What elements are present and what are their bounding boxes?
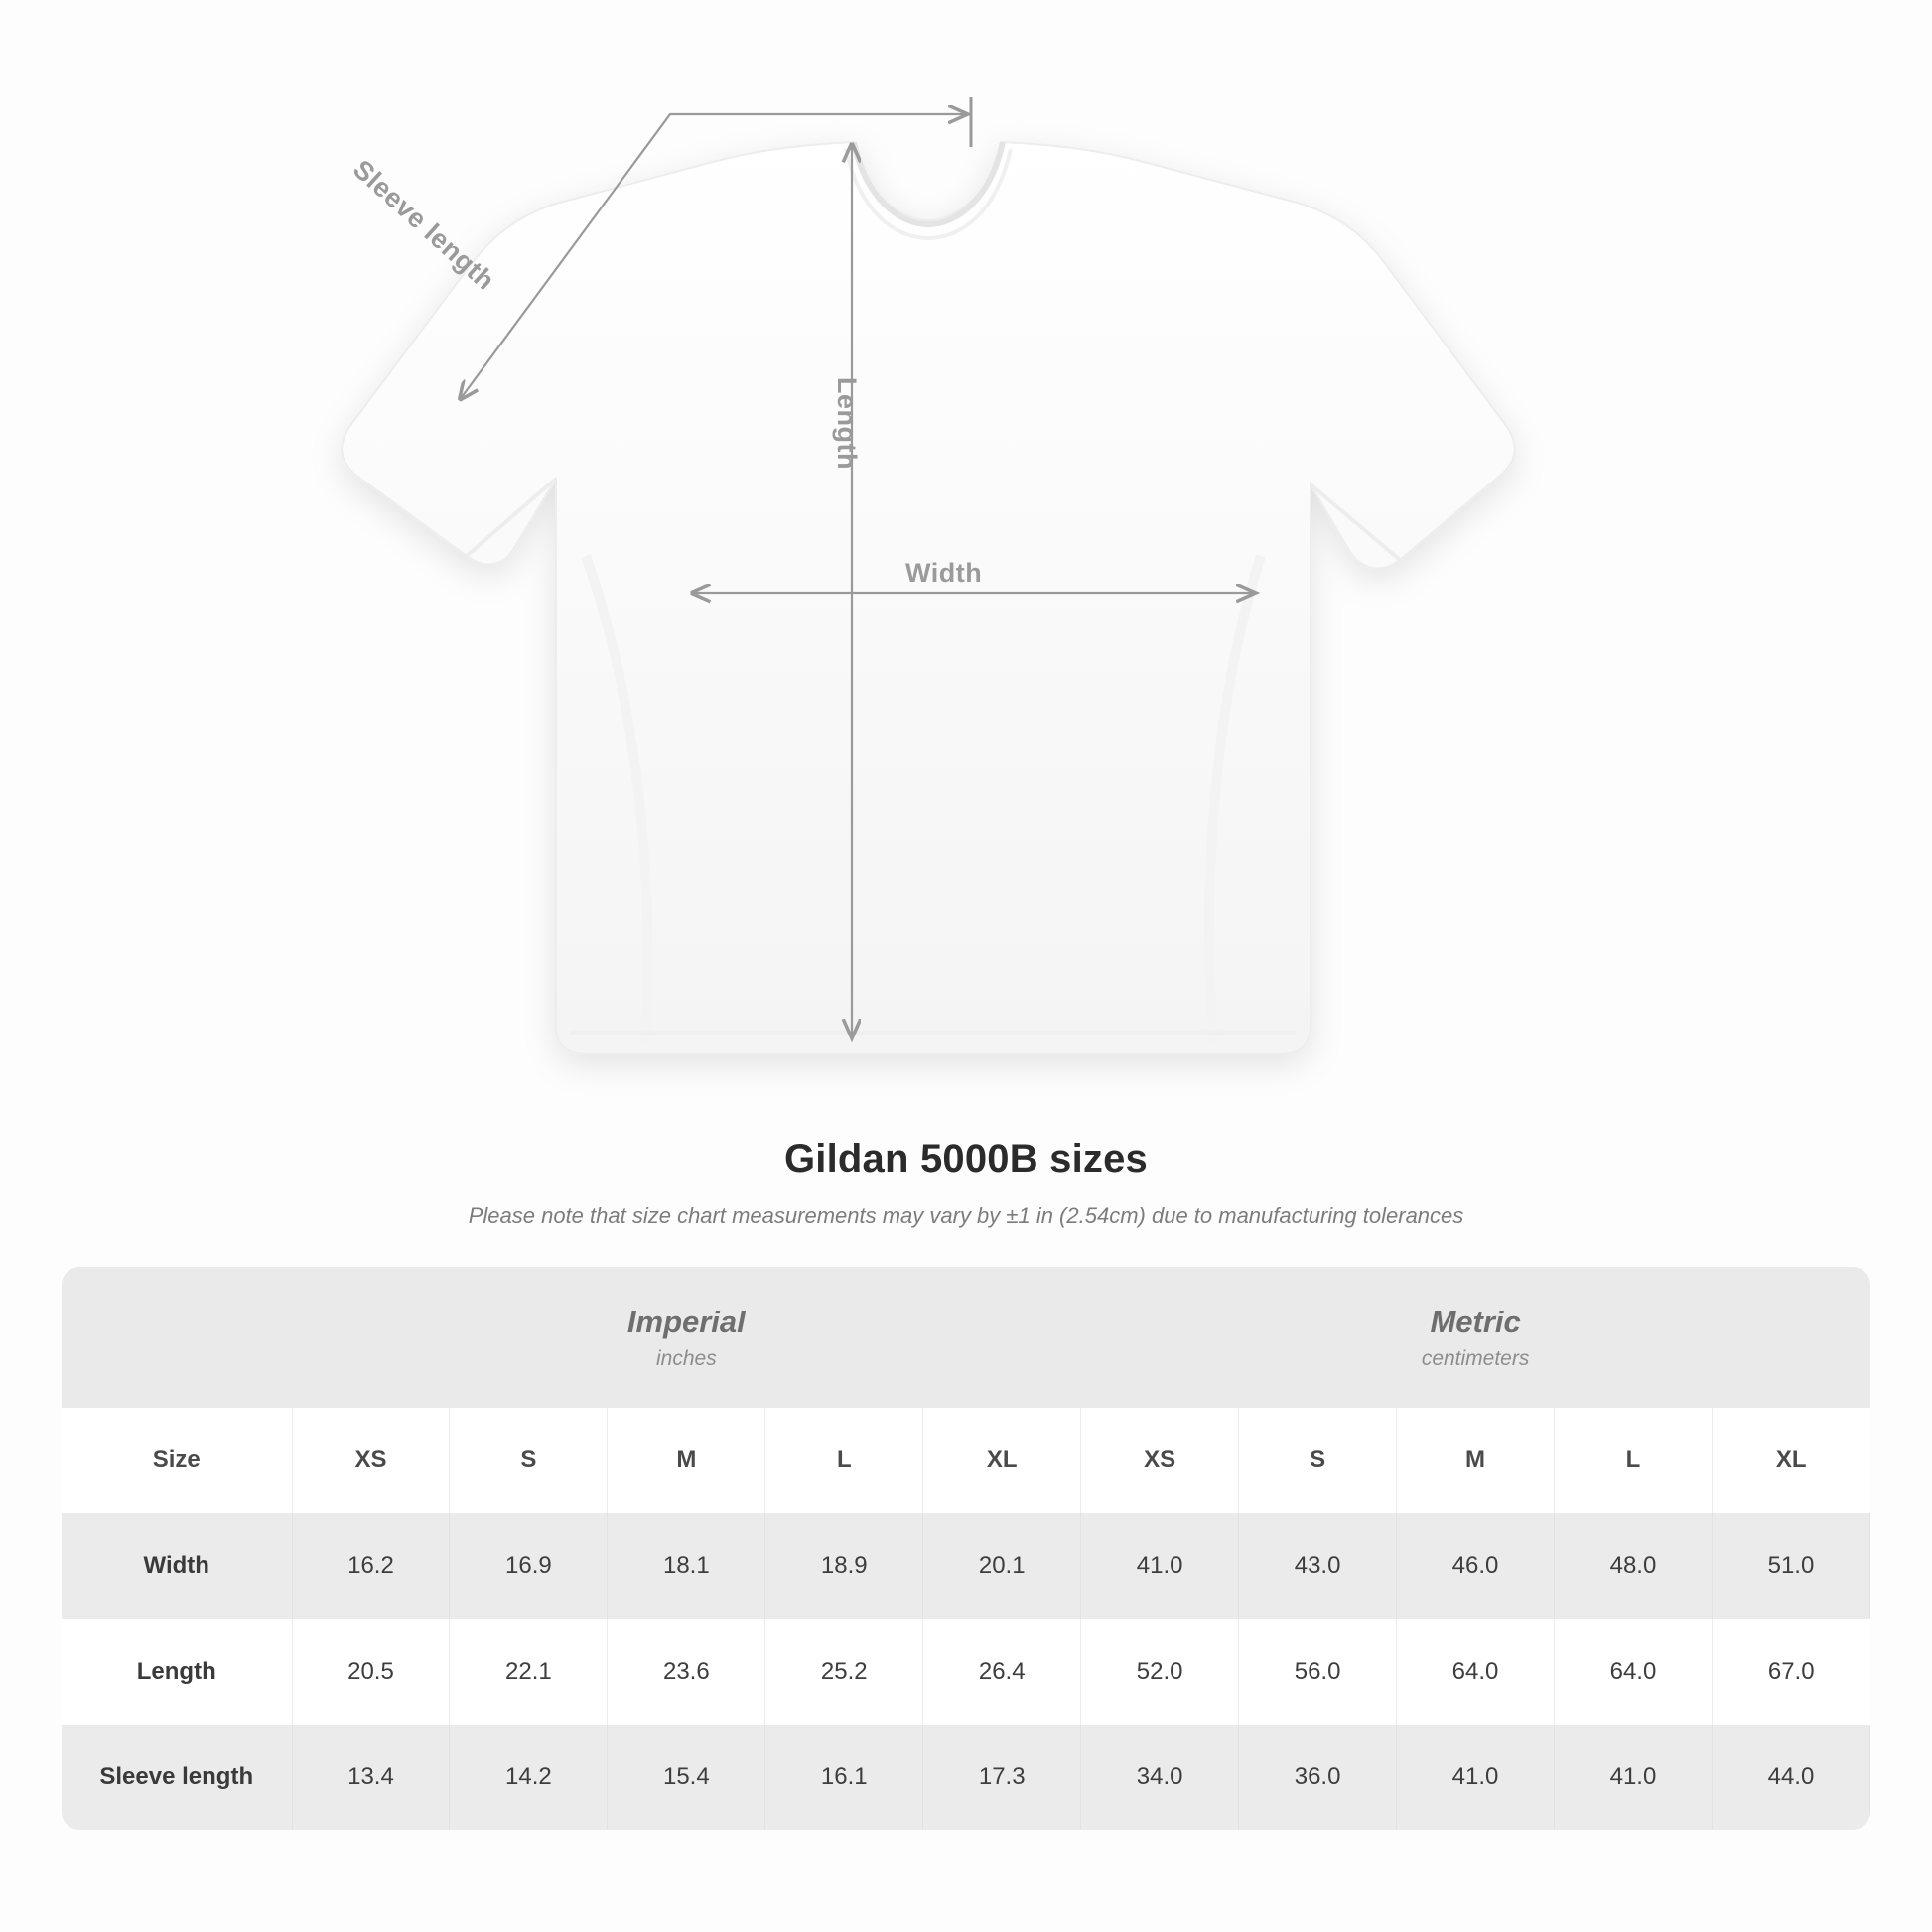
title-block	[0, 1137, 1932, 1229]
cell-width-imperial-xl: 20.1	[923, 1513, 1081, 1619]
cell-length-metric-xs: 52.0	[1081, 1619, 1239, 1725]
cell-length-imperial-m: 23.6	[608, 1619, 765, 1725]
page-title: Gildan 5000B sizes	[783, 1137, 1148, 1180]
table-row	[62, 1619, 1870, 1725]
table-row	[62, 1513, 1870, 1619]
cell-length-metric-xl: 67.0	[1712, 1619, 1869, 1725]
cell-length-imperial-xl: 26.4	[923, 1619, 1081, 1725]
column-header-imperial-m: M	[608, 1408, 765, 1513]
cell-width-metric-xl: 51.0	[1712, 1513, 1869, 1619]
column-header-imperial-l: L	[765, 1408, 923, 1513]
tolerance-note: Please note that size chart measurements may vary by ±1 in (2.54cm) due to manufacturing tolerances	[468, 1203, 1464, 1228]
cell-sleeve-imperial-s: 14.2	[450, 1725, 608, 1830]
cell-sleeve-imperial-xl: 17.3	[923, 1725, 1081, 1830]
cell-width-imperial-xs: 16.2	[292, 1513, 450, 1619]
size-header-row	[62, 1408, 1870, 1513]
column-header-metric-l: L	[1555, 1408, 1713, 1513]
unit-header-blank	[62, 1267, 292, 1408]
row-header-width: Width	[62, 1513, 292, 1619]
column-header-metric-xs: XS	[1081, 1408, 1239, 1513]
cell-sleeve-metric-xl: 44.0	[1712, 1725, 1869, 1830]
cell-sleeve-imperial-xs: 13.4	[292, 1725, 450, 1830]
cell-sleeve-metric-m: 41.0	[1397, 1725, 1555, 1830]
size-table-container	[62, 1267, 1870, 1830]
sleeve-length-label: Sleeve length	[346, 154, 501, 297]
length-label: Length	[832, 377, 862, 470]
unit-group-metric-sub: centimeters	[1421, 1347, 1530, 1371]
unit-group-metric-name: Metric	[1430, 1304, 1521, 1339]
tshirt-shape	[342, 142, 1514, 1054]
unit-group-imperial	[292, 1267, 1081, 1408]
column-header-imperial-s: S	[450, 1408, 608, 1513]
unit-group-imperial-name: Imperial	[626, 1304, 746, 1339]
size-table	[62, 1267, 1870, 1830]
cell-sleeve-imperial-m: 15.4	[608, 1725, 765, 1830]
unit-header-row	[62, 1267, 1870, 1408]
table-row	[62, 1725, 1870, 1830]
row-header-sleeve-length: Sleeve length	[62, 1725, 292, 1830]
cell-width-metric-l: 48.0	[1555, 1513, 1713, 1619]
cell-width-metric-s: 43.0	[1239, 1513, 1397, 1619]
unit-group-imperial-sub: inches	[655, 1347, 717, 1371]
cell-length-imperial-s: 22.1	[450, 1619, 608, 1725]
cell-length-metric-l: 64.0	[1555, 1619, 1713, 1725]
cell-length-imperial-l: 25.2	[765, 1619, 923, 1725]
width-label: Width	[905, 558, 983, 588]
column-header-metric-s: S	[1239, 1408, 1397, 1513]
cell-length-metric-m: 64.0	[1397, 1619, 1555, 1725]
column-header-imperial-xl: XL	[923, 1408, 1081, 1513]
cell-width-imperial-m: 18.1	[608, 1513, 765, 1619]
cell-length-imperial-xs: 20.5	[292, 1619, 450, 1725]
cell-sleeve-metric-s: 36.0	[1239, 1725, 1397, 1830]
cell-width-metric-m: 46.0	[1397, 1513, 1555, 1619]
cell-width-imperial-s: 16.9	[450, 1513, 608, 1619]
cell-width-metric-xs: 41.0	[1081, 1513, 1239, 1619]
column-header-size: Size	[62, 1408, 292, 1513]
cell-sleeve-imperial-l: 16.1	[765, 1725, 923, 1830]
unit-group-metric	[1081, 1267, 1870, 1408]
column-header-metric-xl: XL	[1712, 1408, 1869, 1513]
column-header-imperial-xs: XS	[292, 1408, 450, 1513]
column-header-metric-m: M	[1397, 1408, 1555, 1513]
cell-sleeve-metric-l: 41.0	[1555, 1725, 1713, 1830]
cell-length-metric-s: 56.0	[1239, 1619, 1397, 1725]
row-header-length: Length	[62, 1619, 292, 1725]
cell-sleeve-metric-xs: 34.0	[1081, 1725, 1239, 1830]
cell-width-imperial-l: 18.9	[765, 1513, 923, 1619]
